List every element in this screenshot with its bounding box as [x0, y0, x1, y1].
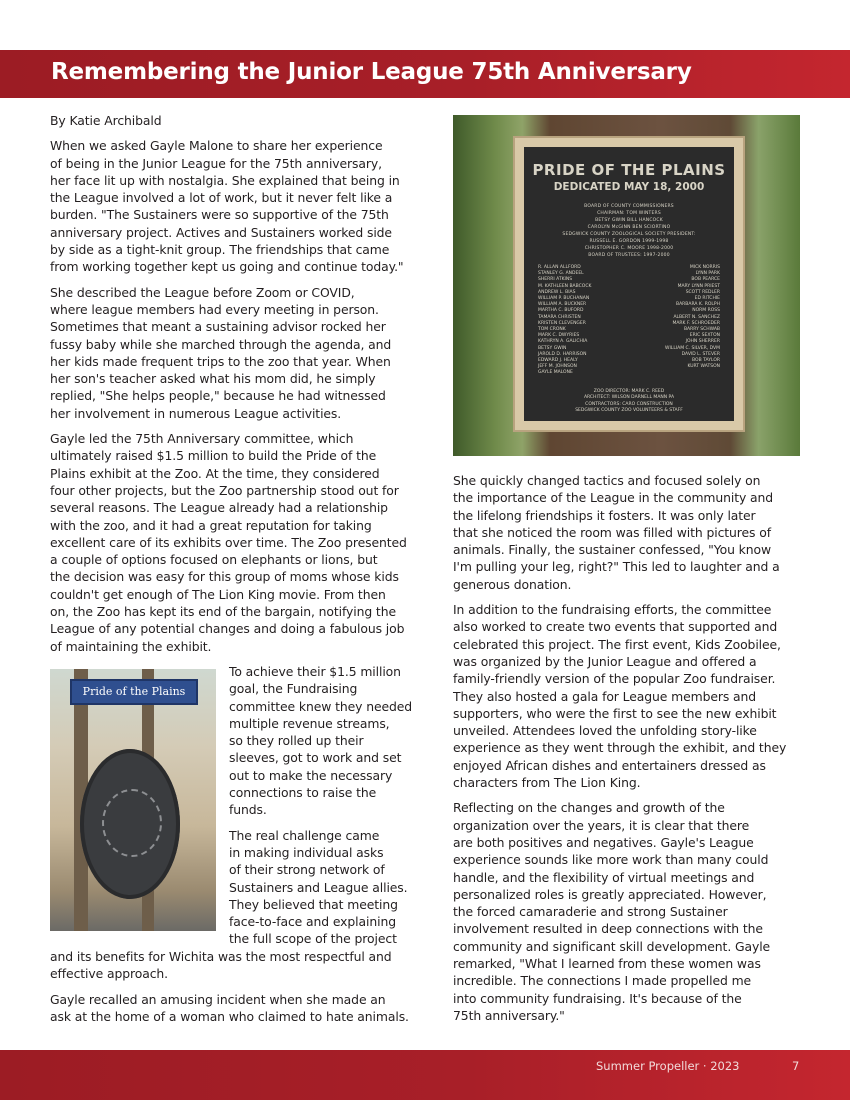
text-line: JEFF M. JOHNSON — [538, 364, 577, 370]
text-line: TOM CRONK — [538, 327, 566, 333]
text-line: by side as a tight-knit group. The friendships that came — [50, 242, 390, 258]
text-line: Gayle led the 75th Anniversary committee, which — [50, 431, 354, 447]
text-line: ultimately raised $1.5 million to build the Pride of the — [50, 448, 377, 464]
plaque — [524, 147, 734, 421]
text-line: family-friendly version of the popular Zoo fundraiser. — [453, 671, 776, 687]
wrapped-text — [229, 663, 429, 948]
text-line: CAROLYN McGINN BEN SCIORTINO — [587, 225, 671, 230]
text-line: BOARD OF COUNTY COMMISSIONERS — [584, 204, 674, 209]
text-line: CHAIRMAN: TOM WINTERS — [597, 211, 661, 216]
text-line: ED RITCHIE — [694, 296, 720, 302]
text-line: They believed that meeting — [229, 896, 398, 912]
text-line: couldn't get enough of The Lion King movie. From then — [50, 586, 386, 602]
text-line: excellent care of its exhibits over time. The Zoo presented — [50, 534, 407, 550]
text-line: replied, "She helps people," because he had witnessed — [50, 388, 386, 404]
text-line: JOHN SHERRER — [685, 339, 720, 345]
text-line: the importance of the League in the community and — [453, 490, 774, 506]
text-line: supporters, who were the first to see the new exhibit — [453, 705, 777, 721]
paragraph-3 — [50, 430, 430, 655]
publication-name: Summer Propeller · 2023 — [596, 1059, 740, 1073]
text-line: are both positives and negatives. Gayle's League — [453, 834, 754, 850]
text-line: anniversary project. Actives and Sustainers worked side — [50, 224, 392, 240]
text-line: on, the Zoo has kept its end of the bargain, notifying the — [50, 604, 396, 620]
left-column — [50, 112, 430, 663]
plaque-title: PRIDE OF THE PLAINS — [532, 161, 726, 179]
text-line: 75th anniversary." — [453, 1007, 565, 1023]
text-line: Reflecting on the changes and growth of the — [453, 800, 725, 816]
text-line: funds. — [229, 802, 267, 818]
title-banner — [0, 50, 850, 98]
text-line: ERIC SEXTON — [689, 333, 720, 339]
plaque-officials — [524, 203, 734, 259]
page-number: 7 — [792, 1059, 800, 1073]
text-line: ARCHITECT: WILSON DARNELL MANN PA — [583, 395, 675, 401]
text-line: BETSY GWIN — [538, 345, 567, 351]
text-line: of their strong network of — [229, 862, 385, 878]
text-line: out to make the necessary — [229, 767, 393, 783]
page-title: Remembering the Junior League 75th Anniversary — [51, 59, 692, 85]
text-line: ANDREW L. BIAS — [538, 289, 576, 295]
byline: By Katie Archibald — [50, 113, 162, 128]
text-line: also worked to create two events that supported and — [453, 619, 778, 635]
text-line: She quickly changed tactics and focused solely on — [453, 473, 761, 488]
sign-board: Pride of the Plains — [70, 679, 198, 705]
text-line: KURT WATSON — [687, 364, 720, 370]
text-line: LYNN PARK — [695, 271, 720, 277]
text-line: with the zoo, and it had a great reputation for taking — [50, 517, 372, 533]
text-line: BOB TAYLOR — [692, 358, 720, 364]
text-line: SCOTT REDLER — [685, 289, 720, 295]
text-line: BOARD OF TRUSTEES: 1997-2000 — [588, 253, 670, 258]
plaque-names-left — [538, 265, 591, 377]
text-line: NORM ROSS — [692, 308, 720, 314]
text-line: her son's teacher asked what his mom did, he simply — [50, 371, 376, 387]
text-line: JAROLD D. HARRISON — [538, 351, 587, 357]
text-line: the lifelong friendships it fosters. It was only later — [453, 507, 756, 523]
text-line: GAYLE MALONE — [538, 370, 573, 376]
text-line: SEDGWICK COUNTY ZOO VOLUNTEERS & STAFF — [575, 408, 683, 414]
text-line: that she noticed the room was filled with pictures of — [453, 524, 771, 540]
plaque-frame — [515, 138, 743, 430]
text-line: her face lit up with nostalgia. She explained that being in — [50, 172, 400, 188]
text-line: organization over the years, it is clear that there — [453, 817, 750, 833]
text-line: SHERRI ATKINS — [538, 277, 573, 283]
text-line: KRISTEN CLEVENGER — [538, 320, 586, 326]
text-line: MICK NORRIS — [689, 265, 720, 270]
text-line: M. KATHLEEN BABCOCK — [538, 283, 592, 289]
text-line: ALBERT N. SANCHEZ — [673, 314, 720, 320]
text-line: CHRISTOPHER C. MOORE 1998-2000 — [584, 246, 674, 251]
text-line: the forced camaraderie and strong Sustainer — [453, 904, 728, 920]
text-line: the full scope of the project — [229, 931, 397, 947]
text-line: of maintaining the exhibit. — [50, 638, 212, 654]
text-line: SEDGWICK COUNTY ZOOLOGICAL SOCIETY PRESIDENT: — [562, 232, 696, 237]
text-line: personalized roles is greatly appreciated. However, — [453, 886, 767, 902]
text-line: her kids made frequent trips to the zoo that year. When — [50, 353, 391, 369]
lion-face-icon — [102, 789, 162, 857]
plaque-trustees — [524, 265, 734, 377]
text-line: Gayle recalled an amusing incident when she made an — [50, 991, 386, 1007]
text-line: MARK C. DWYRIES — [538, 333, 580, 339]
paragraph-4 — [229, 663, 429, 819]
text-line: TAMARA CHRISTEN — [538, 314, 581, 320]
text-line: committee knew they needed — [229, 698, 413, 714]
text-line: STANLEY G. ANDEEL — [538, 271, 584, 277]
text-line: League of any potential changes and doing a fabulous job — [50, 621, 405, 637]
text-line: BARRY SCHWAB — [683, 327, 720, 333]
paragraph-8 — [453, 601, 803, 791]
lion-shield-icon — [80, 749, 180, 899]
text-line: CONTRACTORS: CARO CONSTRUCTION — [585, 401, 673, 407]
text-line: WILLIAM P. BUCHANAN — [538, 296, 590, 302]
text-line: community and significant skill development. Gayle — [453, 938, 771, 954]
text-line: enjoyed African dishes and entertainers dressed as — [453, 757, 766, 773]
text-line: celebrated this project. The first event, Kids Zoobilee, — [453, 636, 781, 652]
text-line: BOB PEARCE — [691, 277, 720, 283]
text-line: MARY LYNN PRIEST — [677, 283, 720, 289]
text-line: animals. Finally, the sustainer confessed, "You know — [453, 542, 772, 558]
text-line: ask at the home of a woman who claimed to hate animals. — [50, 1008, 409, 1024]
text-line: experience sounds like more work than many could — [453, 852, 769, 868]
text-line: four other projects, but the Zoo partnership stood out for — [50, 482, 399, 498]
text-line: fussy baby while she marched through the agenda, and — [50, 336, 392, 352]
text-line: BARBARA K. ROLPH — [676, 302, 720, 308]
text-line: face-to-face and explaining — [229, 914, 396, 930]
text-line: burden. "The Sustainers were so supportive of the 75th — [50, 207, 389, 223]
dedication-plaque-photo — [453, 115, 800, 456]
text-line: Sustainers and League allies. — [229, 879, 408, 895]
text-line: involvement resulted in deep connections with the — [453, 921, 763, 937]
text-line: She described the League before Zoom or COVID, — [50, 284, 355, 300]
text-line: When we asked Gayle Malone to share her experience — [50, 138, 383, 154]
text-line: the League involved a lot of work, but it never felt like a — [50, 190, 393, 206]
paragraph-5-end — [50, 948, 430, 983]
text-line: generous donation. — [453, 576, 572, 592]
text-line: They also hosted a gala for League members and — [453, 688, 757, 704]
paragraph-6 — [50, 991, 430, 1026]
text-line: incredible. The connections I made propelled me — [453, 973, 752, 989]
text-line: Sometimes that meant a sustaining advisor rocked her — [50, 319, 386, 335]
text-line: was organized by the Junior League and offered a — [453, 653, 757, 669]
text-line: so they rolled up their — [229, 733, 364, 749]
text-line: effective approach. — [50, 966, 169, 982]
text-line: from working together kept us going and continue today." — [50, 259, 404, 275]
text-line: multiple revenue streams, — [229, 715, 390, 731]
text-line: The real challenge came — [229, 827, 380, 843]
text-line: RUSSELL E. GORDON 1999-1998 — [589, 239, 669, 244]
text-line: of being in the Junior League for the 75th anniversary, — [50, 155, 382, 171]
paragraph-5-start — [229, 827, 429, 948]
text-line: where league members had every meeting in person. — [50, 301, 379, 317]
text-line: DAVID L. STEVER — [681, 351, 720, 357]
plaque-credits — [524, 389, 734, 415]
text-line: connections to raise the — [229, 785, 377, 801]
pride-of-the-plains-sign-photo — [50, 669, 216, 931]
text-line: the decision was easy for this group of moms whose kids — [50, 569, 399, 585]
text-line: KATHRYN A. GALICHIA — [538, 339, 588, 345]
text-line: EDWARD J. HEALY — [538, 358, 578, 364]
paragraph-9 — [453, 799, 803, 1024]
plaque-dedication: DEDICATED MAY 18, 2000 — [553, 181, 705, 193]
right-column — [453, 472, 803, 1032]
text-line: I'm pulling your leg, right?" This led to laughter and a — [453, 559, 780, 575]
text-line: into community fundraising. It's because of the — [453, 990, 742, 1006]
text-line: unveiled. Attendees loved the unfolding story-like — [453, 723, 757, 739]
text-line: experience as they went through the exhibit, and they — [453, 740, 787, 756]
text-line: BETSY GWIN BILL HANCOCK — [595, 218, 663, 223]
text-line: MARK F. SCHROEDER — [672, 320, 720, 326]
footer-bar — [0, 1050, 850, 1100]
paragraph-1 — [50, 137, 430, 275]
paragraph-2 — [50, 284, 430, 422]
text-line: her involvement in numerous League activities. — [50, 405, 342, 421]
text-line: several reasons. The League already had a relationship — [50, 500, 388, 516]
text-line: goal, the Fundraising — [229, 681, 358, 697]
paragraph-7 — [453, 472, 803, 593]
text-line: and its benefits for Wichita was the most respectful and — [50, 949, 392, 964]
text-line: MARTHA C. BUFORD — [538, 308, 584, 314]
text-line: a couple of options focused on elephants or lions, but — [50, 552, 378, 568]
text-line: To achieve their $1.5 million — [229, 664, 401, 679]
text-line: In addition to the fundraising efforts, the committee — [453, 602, 772, 618]
text-line: WILLIAM A. BUCKNER — [538, 302, 587, 308]
text-line: R. ALLAN ALLFORD — [538, 265, 581, 270]
text-line: WILLIAM C. SILVER, DVM — [665, 345, 720, 351]
text-line: ZOO DIRECTOR: MARK C. REED — [593, 388, 665, 394]
text-line: characters from The Lion King. — [453, 775, 641, 791]
text-line: remarked, "What I learned from these women was — [453, 956, 761, 972]
text-line: Plains exhibit at the Zoo. At the time, they considered — [50, 465, 380, 481]
text-line: handle, and the flexibility of virtual meetings and — [453, 869, 755, 885]
plaque-names-right — [665, 265, 720, 377]
text-line: sleeves, got to work and set — [229, 750, 402, 766]
left-column-bottom — [50, 948, 430, 1033]
text-line: in making individual asks — [229, 844, 384, 860]
